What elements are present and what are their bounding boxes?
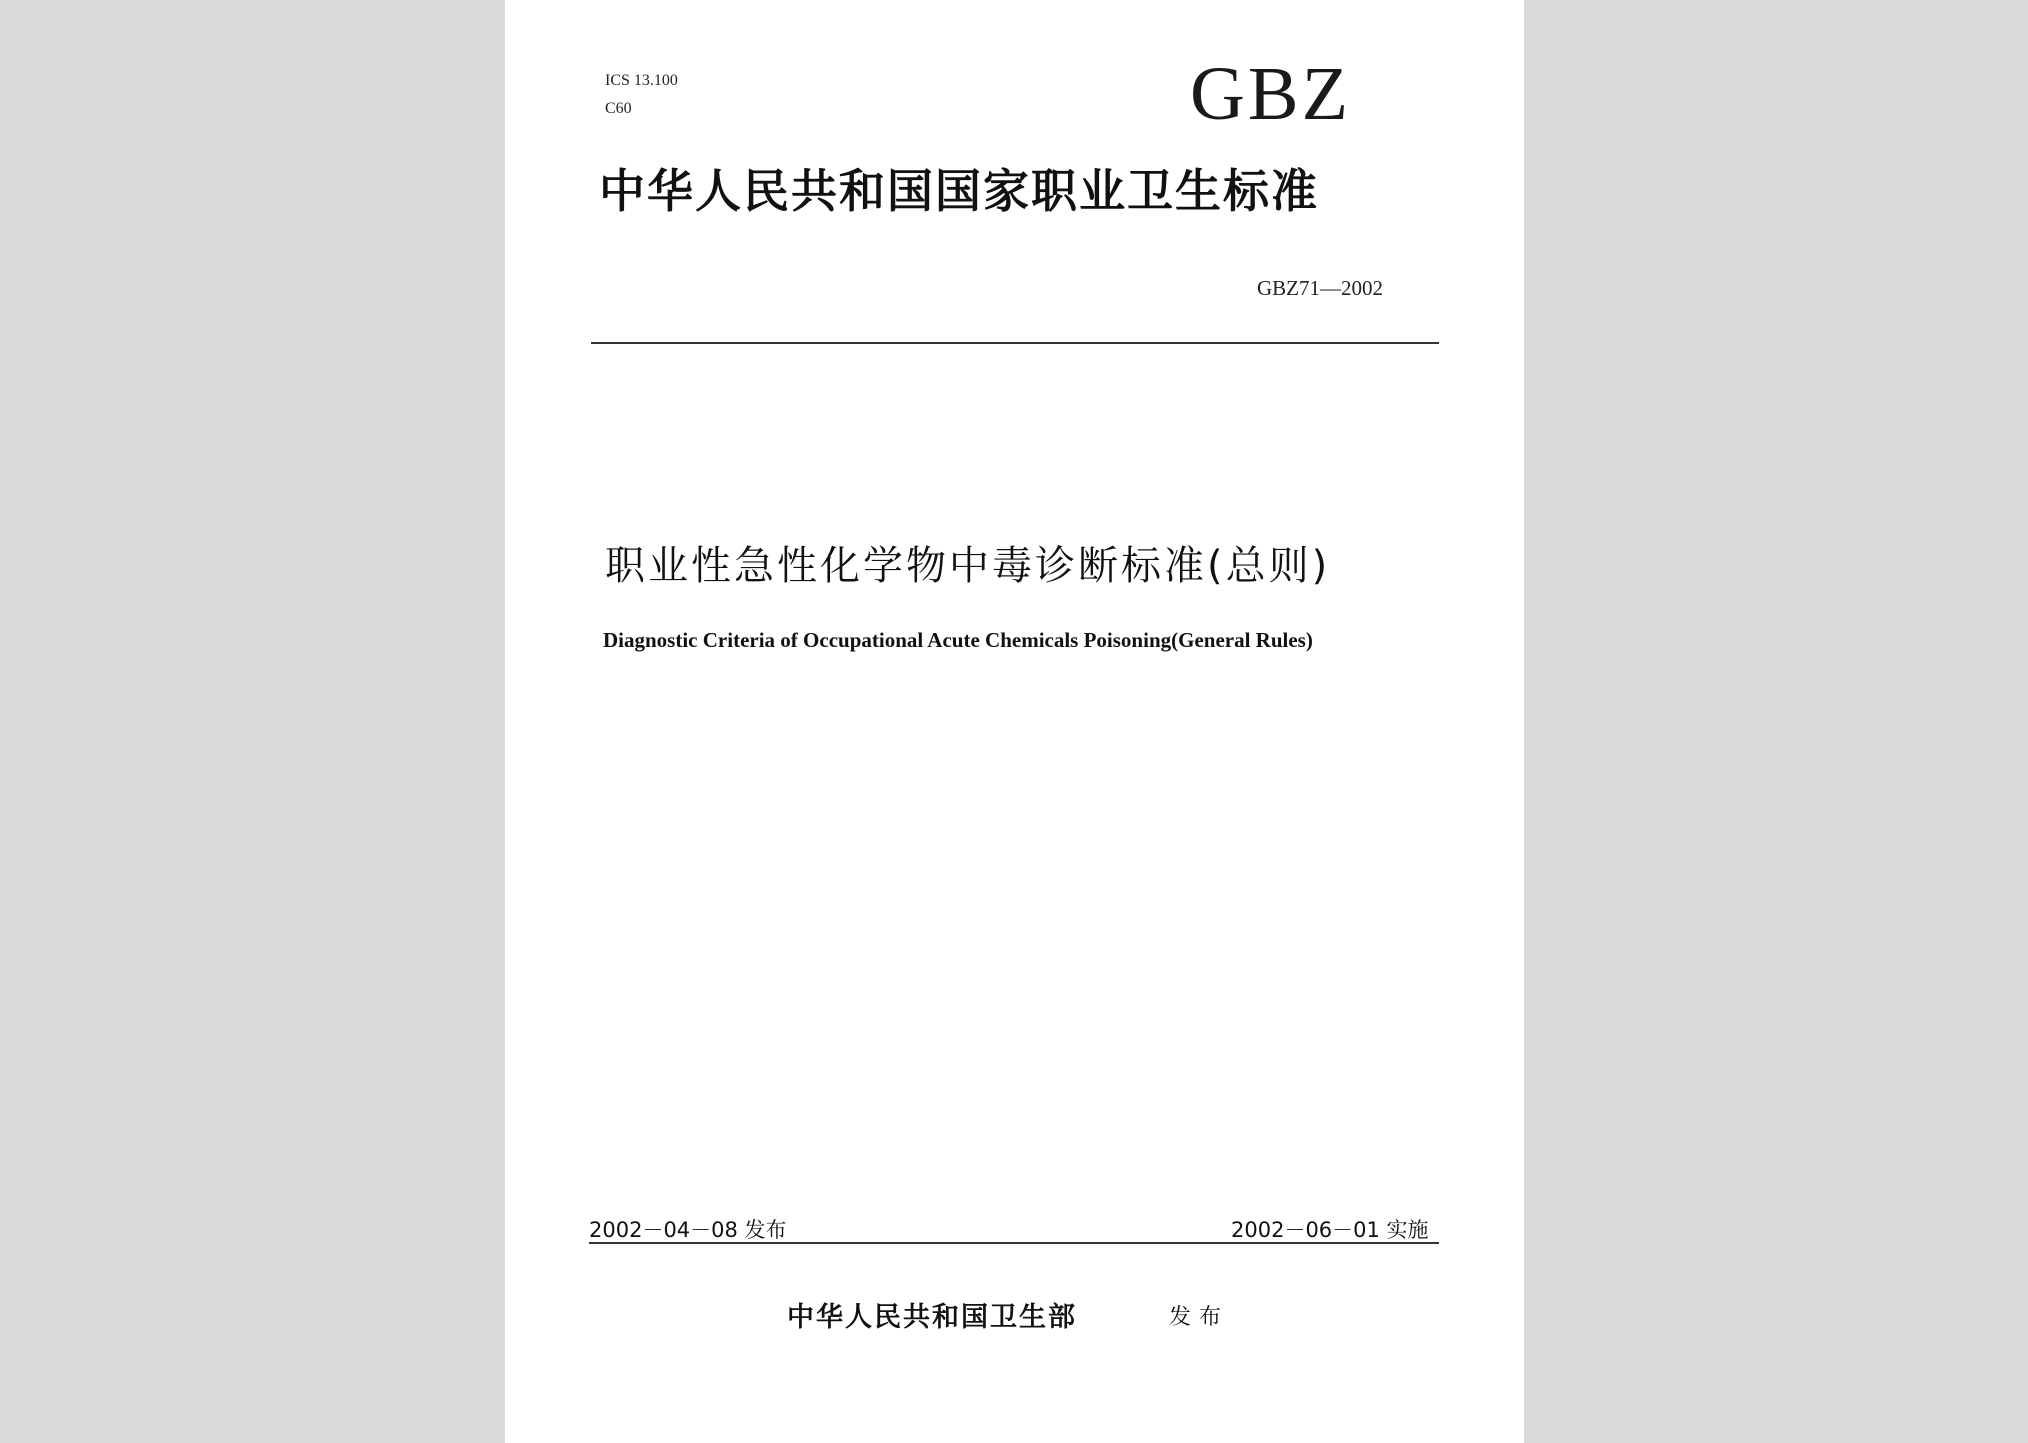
document-page [505, 0, 1524, 1443]
issuing-authority: 中华人民共和国卫生部 [787, 1302, 1077, 1333]
implementation-date: 2002－06－01 实施 [1231, 1218, 1429, 1242]
standard-type-heading: 中华人民共和国国家职业卫生标准 [599, 164, 1319, 218]
ccs-code: C60 [605, 100, 632, 117]
document-title-english: Diagnostic Criteria of Occupational Acute Chemicals Poisoning(General Rules) [603, 628, 1313, 652]
document-title-chinese: 职业性急性化学物中毒诊断标准(总则) [605, 543, 1331, 589]
issue-date: 2002－04－08 发布 [589, 1218, 787, 1242]
ics-code: ICS 13.100 [605, 72, 678, 89]
issue-action: 发布 [1169, 1305, 1230, 1330]
standard-number: GBZ71—2002 [1257, 276, 1383, 300]
header-divider [591, 342, 1439, 344]
standard-mark: GBZ [1190, 52, 1351, 136]
footer-divider [589, 1242, 1439, 1244]
